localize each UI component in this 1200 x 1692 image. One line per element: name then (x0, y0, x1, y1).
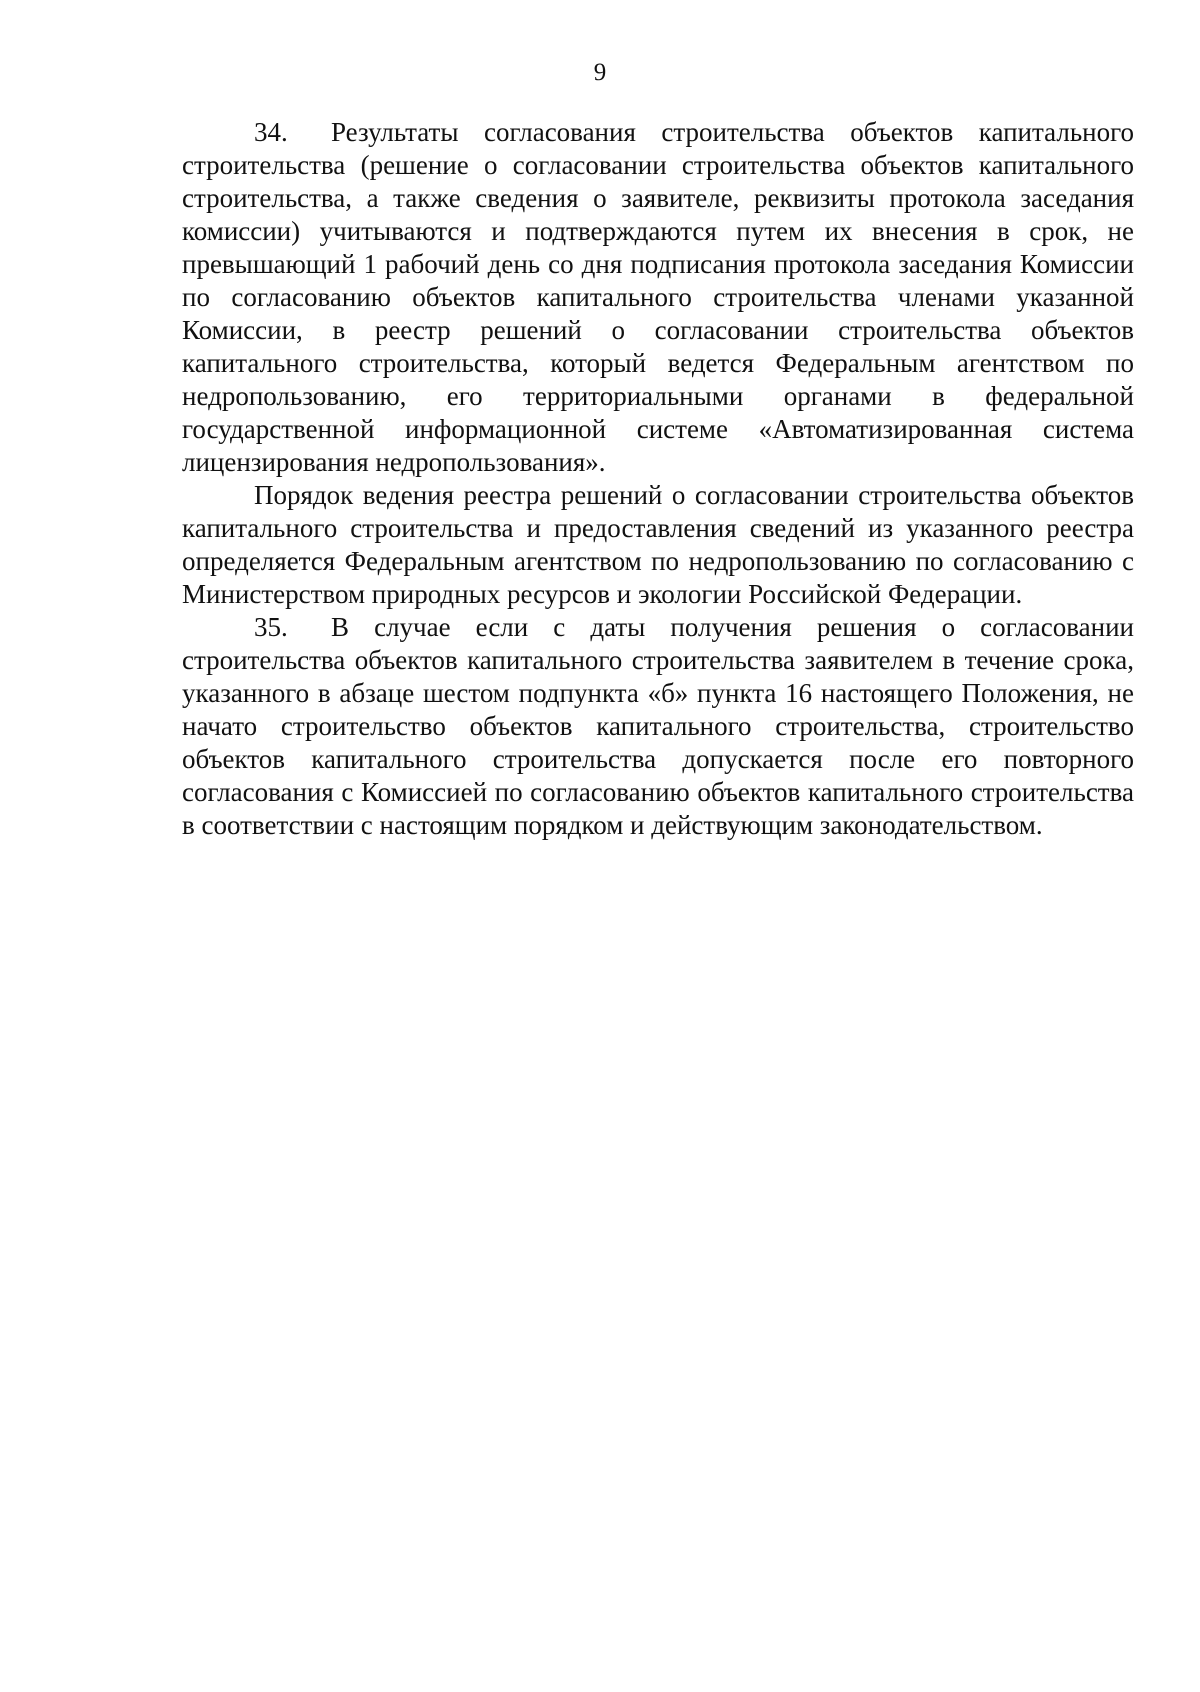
paragraph-text: Результаты согласования строительства объектов капитального строительства (решение о согласовании строительства объектов капитального строительства, а также сведения о заявителе, реквизиты протокола заседания комиссии) учитываются и подтверждаются путем их внесения в срок, не превышающий 1 рабочий день со дня подписания протокола заседания Комиссии по согласованию объектов капитального строительства членами указанной Комиссии, в реестр решений о согласовании строительства объектов капитального строительства, который ведется Федеральным агентством по недропользованию, его территориальными органами в федеральной государственной информационной системе «Автоматизированная система лицензирования недропользования». (182, 117, 1134, 477)
paragraph-35 (182, 611, 1134, 842)
paragraph-registry-order (182, 479, 1134, 611)
document-body (182, 116, 1134, 842)
paragraph-number: 35. (254, 612, 288, 642)
paragraph-text: В случае если с даты получения решения о согласовании строительства объектов капитального строительства заявителем в течение срока, указанного в абзаце шестом подпункта «б» пункта 16 настоящего Положения, не начато строительство объектов капитального строительства, строительство объектов капитального строительства допускается после его повторного согласования с Комиссией по согласованию объектов капитального строительства в соответствии с настоящим порядком и действующим законодательством. (182, 612, 1134, 840)
page-number: 9 (593, 59, 607, 86)
paragraph-number: 34. (254, 117, 288, 147)
paragraph-text: Порядок ведения реестра решений о согласовании строительства объектов капитального строительства и предоставления сведений из указанного реестра определяется Федеральным агентством по недропользованию по согласованию с Министерством природных ресурсов и экологии Российской Федерации. (182, 480, 1134, 609)
paragraph-34 (182, 116, 1134, 479)
